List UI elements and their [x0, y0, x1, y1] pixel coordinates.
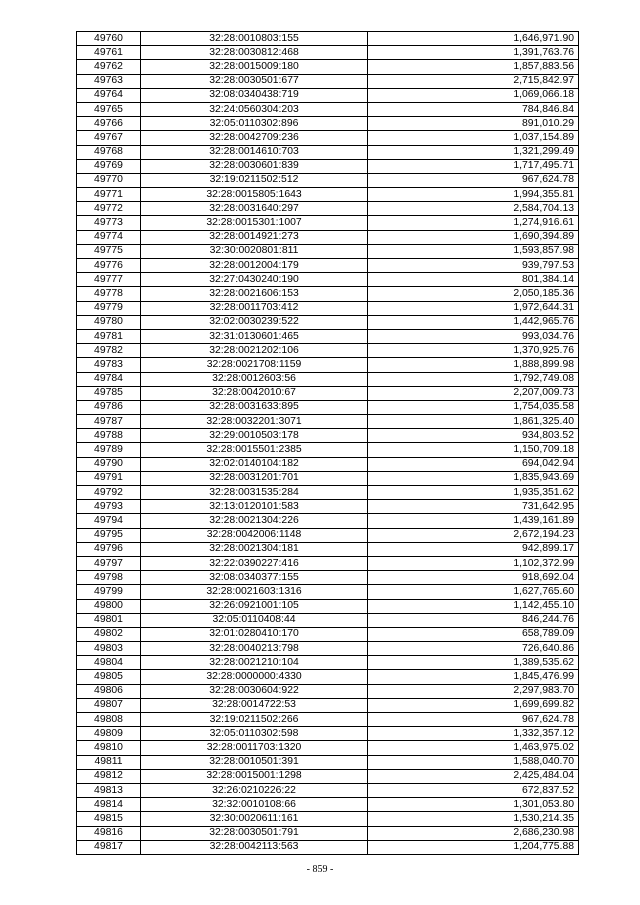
cadastral-number-cell: 32:28:0014722:53 — [141, 698, 368, 712]
row-id-cell: 49798 — [77, 571, 141, 585]
amount-cell: 1,861,325.40 — [368, 415, 579, 429]
cadastral-number-cell: 32:28:0030601:839 — [141, 159, 368, 173]
row-id-cell: 49810 — [77, 741, 141, 755]
amount-cell: 1,150,709.18 — [368, 443, 579, 457]
cadastral-number-cell: 32:05:0110302:598 — [141, 727, 368, 741]
cadastral-number-cell: 32:28:0042006:1148 — [141, 528, 368, 542]
cadastral-number-cell: 32:28:0021304:226 — [141, 514, 368, 528]
table-row — [77, 613, 579, 627]
table-row — [77, 627, 579, 641]
row-id-cell: 49768 — [77, 145, 141, 159]
amount-cell: 2,207,009.73 — [368, 386, 579, 400]
amount-cell: 1,972,644.31 — [368, 301, 579, 315]
amount-cell: 1,463,975.02 — [368, 741, 579, 755]
cadastral-number-cell: 32:28:0015301:1007 — [141, 216, 368, 230]
row-id-cell: 49793 — [77, 500, 141, 514]
cadastral-number-cell: 32:28:0042113:563 — [141, 840, 368, 854]
cadastral-number-cell: 32:28:0030501:791 — [141, 826, 368, 840]
row-id-cell: 49769 — [77, 159, 141, 173]
amount-cell: 2,672,194.23 — [368, 528, 579, 542]
amount-cell: 1,845,476.99 — [368, 670, 579, 684]
cadastral-number-cell: 32:28:0040213:798 — [141, 642, 368, 656]
cadastral-number-cell: 32:01:0280410:170 — [141, 627, 368, 641]
cadastral-number-cell: 32:24:0560304:203 — [141, 102, 368, 116]
table-row — [77, 471, 579, 485]
amount-cell: 1,717,495.71 — [368, 159, 579, 173]
table-row — [77, 415, 579, 429]
cadastral-number-cell: 32:28:0015501:2385 — [141, 443, 368, 457]
row-id-cell: 49763 — [77, 74, 141, 88]
table-row — [77, 230, 579, 244]
cadastral-number-cell: 32:30:0020801:811 — [141, 244, 368, 258]
row-id-cell: 49787 — [77, 415, 141, 429]
cadastral-number-cell: 32:31:0130601:465 — [141, 329, 368, 343]
amount-cell: 846,244.76 — [368, 613, 579, 627]
table-row — [77, 812, 579, 826]
table-row — [77, 88, 579, 102]
table-row — [77, 173, 579, 187]
table-row — [77, 400, 579, 414]
amount-cell: 993,034.76 — [368, 329, 579, 343]
cadastral-number-cell: 32:28:0032201:3071 — [141, 415, 368, 429]
cadastral-number-cell: 32:30:0020611:161 — [141, 812, 368, 826]
cadastral-number-cell: 32:08:0340438:719 — [141, 88, 368, 102]
amount-cell: 1,754,035.58 — [368, 400, 579, 414]
table-row — [77, 528, 579, 542]
table-row — [77, 486, 579, 500]
row-id-cell: 49794 — [77, 514, 141, 528]
cadastral-number-cell: 32:28:0010501:391 — [141, 755, 368, 769]
amount-cell: 1,627,765.60 — [368, 585, 579, 599]
cadastral-number-cell: 32:28:0021708:1159 — [141, 358, 368, 372]
row-id-cell: 49806 — [77, 684, 141, 698]
table-row — [77, 840, 579, 854]
table-row — [77, 556, 579, 570]
amount-cell: 1,646,971.90 — [368, 32, 579, 46]
row-id-cell: 49790 — [77, 457, 141, 471]
amount-cell: 2,715,842.97 — [368, 74, 579, 88]
amount-cell: 1,699,699.82 — [368, 698, 579, 712]
cadastral-number-cell: 32:28:0031640:297 — [141, 202, 368, 216]
table-row — [77, 684, 579, 698]
row-id-cell: 49816 — [77, 826, 141, 840]
row-id-cell: 49770 — [77, 173, 141, 187]
table-row — [77, 443, 579, 457]
cadastral-number-cell: 32:28:0015001:1298 — [141, 769, 368, 783]
amount-cell: 1,439,161.89 — [368, 514, 579, 528]
amount-cell: 891,010.29 — [368, 117, 579, 131]
row-id-cell: 49797 — [77, 556, 141, 570]
cadastral-number-cell: 32:19:0211502:266 — [141, 713, 368, 727]
table-row — [77, 301, 579, 315]
amount-cell: 967,624.78 — [368, 713, 579, 727]
amount-cell: 1,370,925.76 — [368, 344, 579, 358]
amount-cell: 939,797.53 — [368, 259, 579, 273]
amount-cell: 1,588,040.70 — [368, 755, 579, 769]
cadastral-number-cell: 32:28:0031633:895 — [141, 400, 368, 414]
cadastral-number-cell: 32:29:0010503:178 — [141, 429, 368, 443]
amount-cell: 1,037,154.89 — [368, 131, 579, 145]
cadastral-number-cell: 32:28:0021304:181 — [141, 542, 368, 556]
cadastral-number-cell: 32:13:0120101:583 — [141, 500, 368, 514]
row-id-cell: 49760 — [77, 32, 141, 46]
amount-cell: 942,899.17 — [368, 542, 579, 556]
table-row — [77, 372, 579, 386]
table-row — [77, 287, 579, 301]
table-row — [77, 457, 579, 471]
amount-cell: 1,994,355.81 — [368, 188, 579, 202]
cadastral-number-cell: 32:28:0011703:412 — [141, 301, 368, 315]
cadastral-number-cell: 32:05:0110408:44 — [141, 613, 368, 627]
cadastral-number-cell: 32:28:0012603:56 — [141, 372, 368, 386]
table-row — [77, 259, 579, 273]
row-id-cell: 49764 — [77, 88, 141, 102]
table-row — [77, 131, 579, 145]
cadastral-number-cell: 32:28:0030501:677 — [141, 74, 368, 88]
row-id-cell: 49802 — [77, 627, 141, 641]
table-row — [77, 117, 579, 131]
amount-cell: 731,642.95 — [368, 500, 579, 514]
row-id-cell: 49761 — [77, 46, 141, 60]
amount-cell: 1,069,066.18 — [368, 88, 579, 102]
row-id-cell: 49813 — [77, 783, 141, 797]
row-id-cell: 49783 — [77, 358, 141, 372]
row-id-cell: 49774 — [77, 230, 141, 244]
amount-cell: 784,846.84 — [368, 102, 579, 116]
amount-cell: 934,803.52 — [368, 429, 579, 443]
row-id-cell: 49791 — [77, 471, 141, 485]
amount-cell: 1,301,053.80 — [368, 798, 579, 812]
row-id-cell: 49817 — [77, 840, 141, 854]
row-id-cell: 49786 — [77, 400, 141, 414]
table-row — [77, 599, 579, 613]
row-id-cell: 49812 — [77, 769, 141, 783]
row-id-cell: 49805 — [77, 670, 141, 684]
amount-cell: 2,686,230.98 — [368, 826, 579, 840]
row-id-cell: 49772 — [77, 202, 141, 216]
table-row — [77, 798, 579, 812]
cadastral-number-cell: 32:22:0390227:416 — [141, 556, 368, 570]
row-id-cell: 49795 — [77, 528, 141, 542]
cadastral-number-cell: 32:28:0042709:236 — [141, 131, 368, 145]
table-row — [77, 670, 579, 684]
table-row — [77, 713, 579, 727]
amount-cell: 694,042.94 — [368, 457, 579, 471]
table-row — [77, 145, 579, 159]
row-id-cell: 49784 — [77, 372, 141, 386]
cadastral-number-cell: 32:28:0021606:153 — [141, 287, 368, 301]
amount-cell: 801,384.14 — [368, 273, 579, 287]
row-id-cell: 49780 — [77, 315, 141, 329]
row-id-cell: 49796 — [77, 542, 141, 556]
row-id-cell: 49782 — [77, 344, 141, 358]
row-id-cell: 49775 — [77, 244, 141, 258]
cadastral-number-cell: 32:28:0021202:106 — [141, 344, 368, 358]
table-body — [77, 32, 579, 855]
row-id-cell: 49789 — [77, 443, 141, 457]
row-id-cell: 49815 — [77, 812, 141, 826]
row-id-cell: 49803 — [77, 642, 141, 656]
amount-cell: 1,102,372.99 — [368, 556, 579, 570]
cadastral-number-cell: 32:19:0211502:512 — [141, 173, 368, 187]
table-row — [77, 159, 579, 173]
cadastral-number-cell: 32:28:0021603:1316 — [141, 585, 368, 599]
cadastral-number-cell: 32:28:0031201:701 — [141, 471, 368, 485]
cadastral-number-cell: 32:28:0014610:703 — [141, 145, 368, 159]
amount-cell: 2,425,484.04 — [368, 769, 579, 783]
cadastral-number-cell: 32:02:0140104:182 — [141, 457, 368, 471]
row-id-cell: 49785 — [77, 386, 141, 400]
cadastral-number-cell: 32:02:0030239:522 — [141, 315, 368, 329]
amount-cell: 1,442,965.76 — [368, 315, 579, 329]
cadastral-number-cell: 32:28:0031535:284 — [141, 486, 368, 500]
amount-cell: 726,640.86 — [368, 642, 579, 656]
row-id-cell: 49776 — [77, 259, 141, 273]
table-row — [77, 102, 579, 116]
amount-cell: 1,530,214.35 — [368, 812, 579, 826]
amount-cell: 1,391,763.76 — [368, 46, 579, 60]
table-row — [77, 783, 579, 797]
table-row — [77, 727, 579, 741]
row-id-cell: 49800 — [77, 599, 141, 613]
row-id-cell: 49809 — [77, 727, 141, 741]
table-row — [77, 74, 579, 88]
row-id-cell: 49788 — [77, 429, 141, 443]
table-row — [77, 500, 579, 514]
row-id-cell: 49766 — [77, 117, 141, 131]
cadastral-number-cell: 32:26:0210226:22 — [141, 783, 368, 797]
cadastral-number-cell: 32:28:0030812:468 — [141, 46, 368, 60]
cadastral-number-cell: 32:32:0010108:66 — [141, 798, 368, 812]
table-row — [77, 60, 579, 74]
page-number: - 859 - — [306, 864, 334, 875]
table-row — [77, 273, 579, 287]
amount-cell: 1,142,455.10 — [368, 599, 579, 613]
row-id-cell: 49777 — [77, 273, 141, 287]
amount-cell: 1,204,775.88 — [368, 840, 579, 854]
cadastral-number-cell: 32:28:0015805:1643 — [141, 188, 368, 202]
amount-cell: 2,050,185.36 — [368, 287, 579, 301]
cadastral-number-cell: 32:28:0011703:1320 — [141, 741, 368, 755]
table-row — [77, 514, 579, 528]
table-row — [77, 429, 579, 443]
row-id-cell: 49765 — [77, 102, 141, 116]
amount-cell: 918,692.04 — [368, 571, 579, 585]
row-id-cell: 49767 — [77, 131, 141, 145]
row-id-cell: 49804 — [77, 656, 141, 670]
cadastral-number-cell: 32:28:0014921:273 — [141, 230, 368, 244]
row-id-cell: 49808 — [77, 713, 141, 727]
table-row — [77, 585, 579, 599]
amount-cell: 1,857,883.56 — [368, 60, 579, 74]
amount-cell: 2,297,983.70 — [368, 684, 579, 698]
table-row — [77, 769, 579, 783]
cadastral-number-cell: 32:28:0010803:155 — [141, 32, 368, 46]
amount-cell: 1,888,899.98 — [368, 358, 579, 372]
table-row — [77, 329, 579, 343]
table-row — [77, 244, 579, 258]
table-row — [77, 188, 579, 202]
row-id-cell: 49792 — [77, 486, 141, 500]
amount-cell: 1,690,394.89 — [368, 230, 579, 244]
row-id-cell: 49811 — [77, 755, 141, 769]
table-row — [77, 358, 579, 372]
cadastral-number-cell: 32:28:0015009:180 — [141, 60, 368, 74]
table-row — [77, 642, 579, 656]
table-row — [77, 826, 579, 840]
table-row — [77, 755, 579, 769]
table-row — [77, 32, 579, 46]
cadastral-number-cell: 32:05:0110302:896 — [141, 117, 368, 131]
row-id-cell: 49762 — [77, 60, 141, 74]
row-id-cell: 49814 — [77, 798, 141, 812]
row-id-cell: 49771 — [77, 188, 141, 202]
cadastral-number-cell: 32:28:0030604:922 — [141, 684, 368, 698]
cadastral-number-cell: 32:28:0012004:179 — [141, 259, 368, 273]
amount-cell: 672,837.52 — [368, 783, 579, 797]
row-id-cell: 49773 — [77, 216, 141, 230]
table-row — [77, 344, 579, 358]
table-row — [77, 571, 579, 585]
cadastral-number-cell: 32:08:0340377:155 — [141, 571, 368, 585]
table-row — [77, 46, 579, 60]
amount-cell: 658,789.09 — [368, 627, 579, 641]
amount-cell: 1,274,916.61 — [368, 216, 579, 230]
amount-cell: 1,389,535.62 — [368, 656, 579, 670]
table-row — [77, 315, 579, 329]
row-id-cell: 49779 — [77, 301, 141, 315]
cadastral-number-cell: 32:28:0042010:67 — [141, 386, 368, 400]
table-row — [77, 741, 579, 755]
data-table — [76, 31, 579, 855]
cadastral-number-cell: 32:27:0430240:190 — [141, 273, 368, 287]
cadastral-number-cell: 32:26:0921001:105 — [141, 599, 368, 613]
table-row — [77, 386, 579, 400]
table-row — [77, 542, 579, 556]
row-id-cell: 49799 — [77, 585, 141, 599]
table-row — [77, 656, 579, 670]
row-id-cell: 49801 — [77, 613, 141, 627]
amount-cell: 967,624.78 — [368, 173, 579, 187]
row-id-cell: 49778 — [77, 287, 141, 301]
amount-cell: 1,593,857.98 — [368, 244, 579, 258]
table-row — [77, 216, 579, 230]
table-row — [77, 202, 579, 216]
cadastral-number-cell: 32:28:0000000:4330 — [141, 670, 368, 684]
amount-cell: 1,321,299.49 — [368, 145, 579, 159]
cadastral-number-cell: 32:28:0021210:104 — [141, 656, 368, 670]
row-id-cell: 49807 — [77, 698, 141, 712]
amount-cell: 1,332,357.12 — [368, 727, 579, 741]
amount-cell: 1,792,749.08 — [368, 372, 579, 386]
amount-cell: 1,835,943.69 — [368, 471, 579, 485]
amount-cell: 2,584,704.13 — [368, 202, 579, 216]
table-row — [77, 698, 579, 712]
amount-cell: 1,935,351.62 — [368, 486, 579, 500]
row-id-cell: 49781 — [77, 329, 141, 343]
